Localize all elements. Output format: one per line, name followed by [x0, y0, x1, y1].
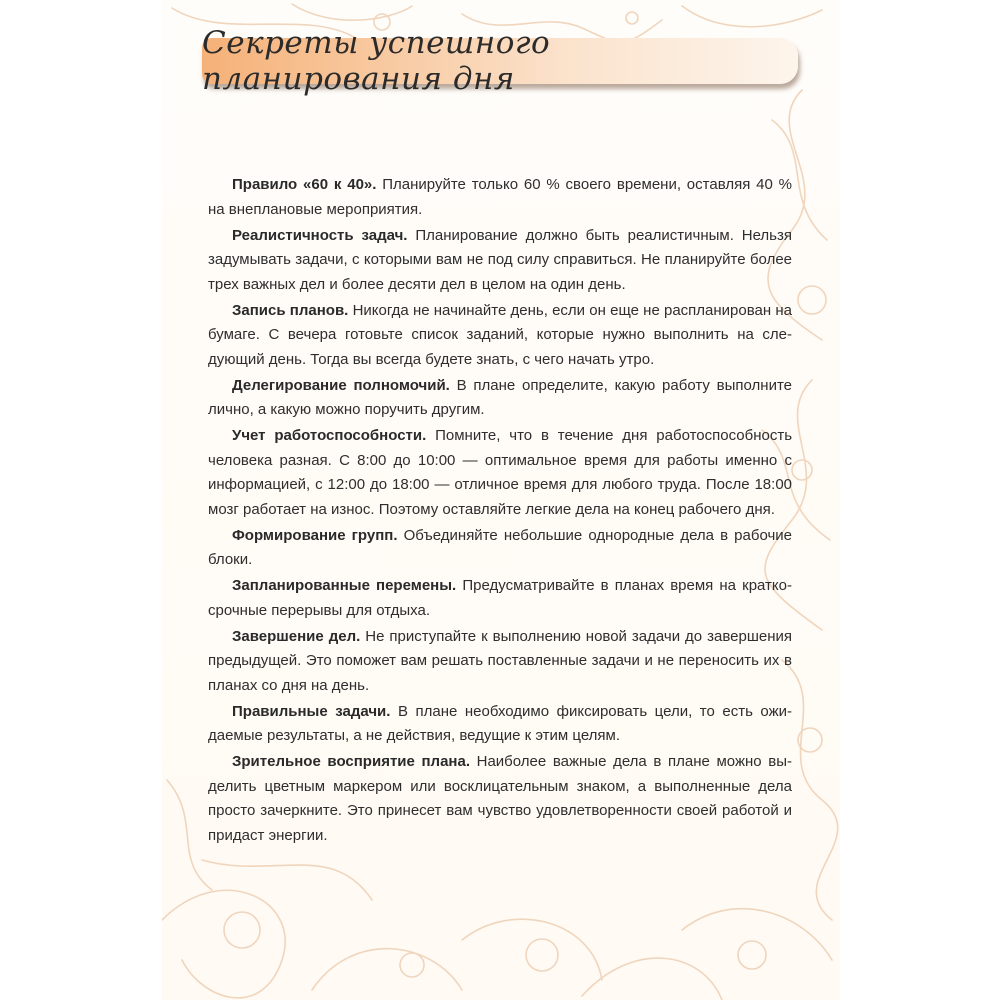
- rule-text: Помните, что в течение дня работоспособность человека разная. С 8:00 до 10:00 — оптимальное время для работы именно с информацией, с 12:00 до 18:00 — отличное время для любого труда. После 18:00 мозг работает на износ. Поэтому оставляйте легкие дела на конец рабочего дня.: [208, 427, 793, 518]
- rule-term: Завершение дел.: [232, 627, 361, 645]
- rule-term: Делегирование полномочий.: [232, 376, 450, 394]
- rule-paragraph: [208, 700, 792, 749]
- rule-term: Правильные задачи.: [232, 702, 391, 720]
- rule-paragraph: [208, 574, 792, 623]
- rule-paragraph: [208, 374, 792, 423]
- rules-list: [208, 173, 792, 850]
- rule-paragraph: [208, 625, 792, 699]
- rule-paragraph: [208, 424, 792, 522]
- rule-paragraph: [208, 299, 792, 373]
- rule-paragraph: [208, 224, 792, 298]
- rule-term: Запланированные перемены.: [232, 577, 457, 594]
- rule-text: Никогда не начинайте день, если он еще не распланирован на бумаге. С вечера готовьте список заданий, которые нужно выполнить на следующий день. Тогда вы всегда будете знать, с чего начать утро.: [208, 301, 793, 368]
- rule-term: Правило «60 к 40».: [232, 176, 377, 193]
- rule-text: Наиболее важные дела в плане можно выделить цветным маркером или восклицательным знаком, а выполненные дела просто зачеркните. Это принесет вам чувство удовлетворенности своей работой и придаст энергии.: [208, 753, 792, 844]
- page-title: Секреты успешного планирования дня: [202, 25, 551, 97]
- title-banner: [202, 25, 798, 97]
- rule-text: Планирование должно быть реалистичным. Нельзя задумывать задачи, с которыми вам не под силу справиться. Не планируйте более трех важных дел и более десяти дел в целом на один день.: [208, 226, 792, 293]
- rule-term: Запись планов.: [232, 301, 349, 319]
- rule-term: Учет работоспособности.: [232, 427, 427, 444]
- rule-term: Реалистичность задач.: [232, 226, 408, 244]
- rule-text: Предусматривайте в планах время на краткосрочные перерывы для отдыха.: [208, 577, 792, 619]
- rule-text: Не приступайте к выполнению новой задачи до завершения предыдущей. Это поможет вам решать поставленные задачи и не переносить их в планах со дня на день.: [208, 627, 792, 694]
- rule-text: В плане необходимо фиксировать цели, то есть ожидаемые результаты, а не действия, ведущие к этим целям.: [208, 702, 793, 744]
- rule-text: В плане определите, какую работу выполните лично, а какую можно поручить другим.: [208, 376, 792, 418]
- rule-term: Формирование групп.: [232, 526, 398, 544]
- rule-paragraph: [208, 750, 792, 848]
- rule-text: Планируйте только 60 % своего времени, оставляя 40 % на внеплановые мероприятия.: [208, 176, 792, 218]
- rule-text: Объединяйте небольшие однородные дела в рабочие блоки.: [208, 526, 792, 568]
- rule-paragraph: [208, 524, 792, 573]
- rule-paragraph: [208, 173, 792, 222]
- rule-term: Зрительное восприятие плана.: [232, 753, 470, 770]
